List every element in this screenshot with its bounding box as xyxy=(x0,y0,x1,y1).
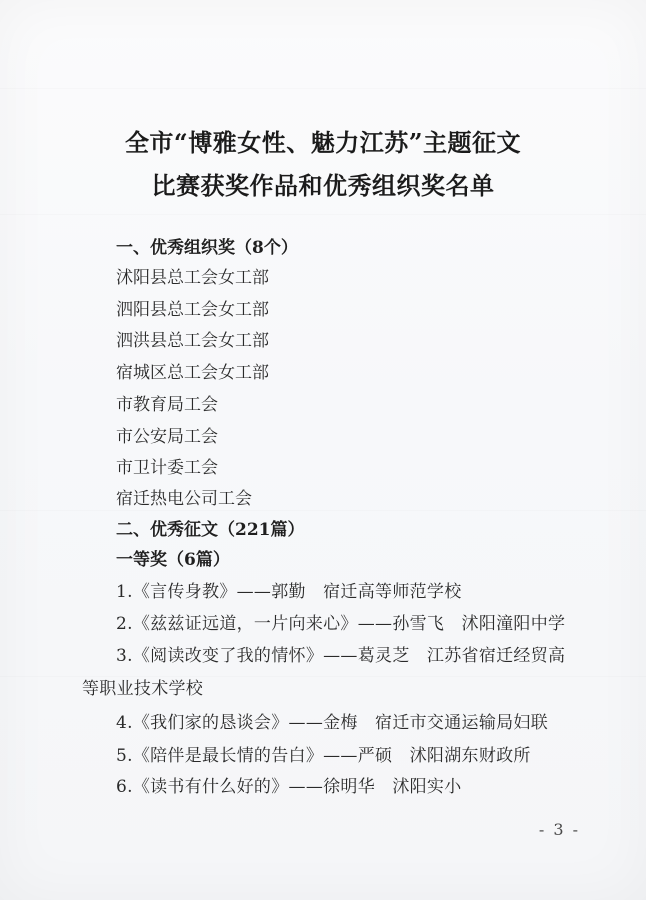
organization-item: 沭阳县总工会女工部 xyxy=(116,268,269,288)
organization-item: 宿迁热电公司工会 xyxy=(116,489,252,509)
paper-texture-line xyxy=(0,88,646,89)
award-entry: 2.《兹兹证远道，一片向来心》——孙雪飞 沭阳潼阳中学 xyxy=(116,614,566,634)
organization-item: 泗洪县总工会女工部 xyxy=(116,331,269,351)
award-entry: 3.《阅读改变了我的情怀》——葛灵芝 江苏省宿迁经贸高 xyxy=(116,646,566,666)
organization-item: 市教育局工会 xyxy=(116,395,218,415)
award-entry: 4.《我们家的恳谈会》——金梅 宿迁市交通运输局妇联 xyxy=(116,713,549,733)
document-title-line-2: 比赛获奖作品和优秀组织奖名单 xyxy=(151,171,495,200)
section-2-heading: 二、优秀征文（221篇） xyxy=(116,520,305,540)
paper-texture-line xyxy=(0,510,646,511)
page-number: - 3 - xyxy=(538,820,580,839)
first-prize-heading: 一等奖（6篇） xyxy=(116,550,230,570)
section-1-heading: 一、优秀组织奖（8个） xyxy=(116,238,298,258)
award-entry: 6.《读书有什么好的》——徐明华 沭阳实小 xyxy=(116,777,462,797)
organization-item: 泗阳县总工会女工部 xyxy=(116,300,269,320)
award-entry: 1.《言传身教》——郭勤 宿迁高等师范学校 xyxy=(116,582,462,602)
award-entry-continuation: 等职业技术学校 xyxy=(82,679,204,699)
paper-texture-line xyxy=(0,214,646,215)
organization-item: 市公安局工会 xyxy=(116,427,218,447)
organization-item: 宿城区总工会女工部 xyxy=(116,363,269,383)
paper-texture-line xyxy=(0,676,646,677)
award-entry: 5.《陪伴是最长情的告白》——严硕 沭阳湖东财政所 xyxy=(116,746,531,766)
organization-item: 市卫计委工会 xyxy=(116,458,218,478)
document-title-line-1: 全市“博雅女性、魅力江苏”主题征文 xyxy=(124,128,522,157)
